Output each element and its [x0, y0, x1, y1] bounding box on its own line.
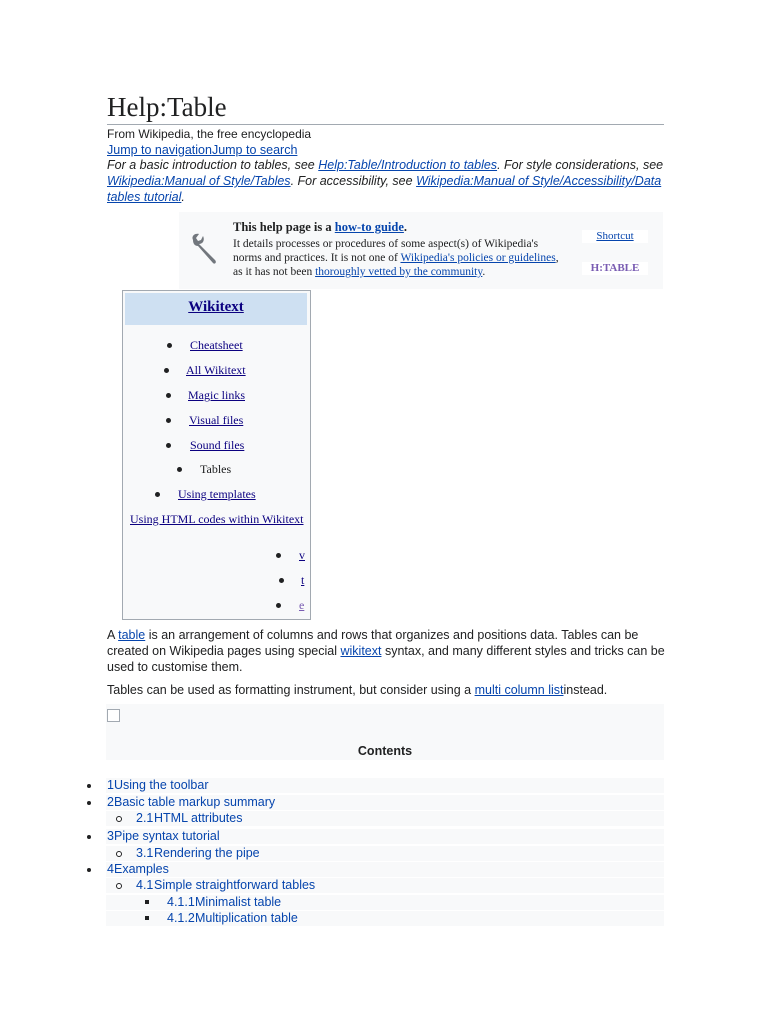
- toc-entry-text[interactable]: Using the toolbar: [114, 778, 209, 792]
- wikitext-link[interactable]: wikitext: [340, 644, 382, 658]
- hatnote-link-accessibility[interactable]: Wikipedia:Manual of Style/Accessibility/Data tables tutorial: [107, 174, 662, 204]
- bullet-icon: [276, 553, 281, 558]
- toc-entry-text[interactable]: Simple straightforward tables: [154, 878, 316, 892]
- bullet-icon: [167, 343, 172, 348]
- shortcut-value[interactable]: H:TABLE: [582, 262, 648, 275]
- jump-to-search-link[interactable]: Jump to search: [211, 143, 298, 157]
- navbox-title: [125, 293, 307, 325]
- navbox-item-cheatsheet[interactable]: Cheatsheet: [190, 338, 243, 352]
- bullet-icon: [166, 443, 171, 448]
- formatting-paragraph: [107, 682, 667, 698]
- toc-title: Contents: [357, 744, 413, 758]
- toc-entry-number: 4.1.1: [167, 895, 195, 909]
- hatnote-link-intro[interactable]: Help:Table/Introduction to tables: [318, 158, 498, 172]
- policies-guidelines-link[interactable]: Wikipedia's policies or guidelines: [400, 252, 556, 264]
- shortcut-link[interactable]: Shortcut: [582, 230, 648, 243]
- navbox-item-using-templates[interactable]: Using templates: [178, 487, 256, 501]
- page-title: Help:Table: [107, 91, 664, 125]
- bullet-icon: [116, 851, 122, 857]
- toc-toggle-checkbox[interactable]: [107, 709, 120, 722]
- toc-entry-text[interactable]: Basic table markup summary: [114, 795, 276, 809]
- toc-entry[interactable]: [106, 862, 664, 877]
- formatting-text: Tables can be used as formatting instrument, but consider using a: [107, 683, 475, 697]
- intro-text: syntax, and many different styles and tricks can be used to customise them.: [107, 644, 665, 674]
- bullet-icon: [116, 883, 122, 889]
- toc-entry[interactable]: [106, 911, 664, 926]
- navbox-item-magic-links[interactable]: Magic links: [188, 388, 245, 402]
- bullet-icon: [177, 467, 182, 472]
- toc-entry-number: 4: [107, 862, 114, 876]
- bullet-icon: [164, 368, 169, 373]
- jump-to-navigation-link[interactable]: Jump to navigation: [107, 143, 212, 157]
- toc-entry-text[interactable]: Multiplication table: [195, 911, 298, 925]
- multi-column-list-link[interactable]: multi column list: [474, 683, 564, 697]
- page-tagline: From Wikipedia, the free encyclopedia: [107, 127, 312, 141]
- toc-entry-text[interactable]: Minimalist table: [195, 895, 282, 909]
- table-link[interactable]: table: [118, 628, 146, 642]
- wrench-icon: [187, 232, 223, 268]
- jump-links: [107, 142, 297, 158]
- toc-entry-number: 3.1: [136, 846, 154, 860]
- toc-entry[interactable]: [106, 895, 664, 910]
- howto-body-text: , as it has not been: [233, 252, 559, 278]
- bullet-icon: [145, 916, 149, 920]
- bullet-icon: [87, 784, 91, 788]
- formatting-text: instead.: [563, 683, 608, 697]
- bullet-icon: [166, 418, 171, 423]
- navbox-title-link[interactable]: Wikitext: [188, 299, 244, 315]
- intro-paragraph: [107, 627, 667, 675]
- howto-lead-text: This help page is a: [233, 220, 335, 234]
- bullet-icon: [116, 816, 122, 822]
- vetted-by-community-link[interactable]: thoroughly vetted by the community: [315, 266, 483, 278]
- toc-entry-number: 4.1: [136, 878, 154, 892]
- bullet-icon: [145, 900, 149, 904]
- intro-text: A: [107, 628, 119, 642]
- bullet-icon: [279, 578, 284, 583]
- navbox-item-all-wikitext[interactable]: All Wikitext: [186, 363, 246, 377]
- toc-entry[interactable]: [106, 846, 664, 861]
- navbox-item-html-codes[interactable]: Using HTML codes within Wikitext: [130, 512, 304, 526]
- bullet-icon: [87, 868, 91, 872]
- navbox-view-link[interactable]: v: [299, 548, 305, 562]
- bullet-icon: [276, 603, 281, 608]
- howto-body-text: .: [482, 266, 486, 278]
- intro-text: is an arrangement of columns and rows that organizes and positions data. Tables can be created on Wikipedia pages using special: [107, 628, 639, 658]
- toc-entry-number: 1: [107, 778, 114, 792]
- hatnote-text: . For accessibility, see: [290, 174, 417, 188]
- toc-entry-text[interactable]: HTML attributes: [154, 811, 243, 825]
- toc-entry-number: 2: [107, 795, 114, 809]
- bullet-icon: [155, 492, 160, 497]
- toc-entry-text[interactable]: Rendering the pipe: [154, 846, 260, 860]
- howto-guide-heading: [233, 220, 563, 234]
- toc-entry-number: 4.1.2: [167, 911, 195, 925]
- hatnote-text: . For style considerations, see: [497, 158, 664, 172]
- toc-entry-text[interactable]: Examples: [114, 862, 169, 876]
- toc-entry[interactable]: [106, 829, 664, 844]
- toc-entry[interactable]: [106, 878, 664, 893]
- navbox-item-visual-files[interactable]: Visual files: [189, 413, 244, 427]
- navbox-item-tables-current: Tables: [200, 462, 232, 476]
- hatnote-text: .: [181, 190, 185, 204]
- howto-guide-link[interactable]: how-to guide: [334, 220, 404, 234]
- bullet-icon: [87, 801, 91, 805]
- howto-body-text: It details processes or procedures of some aspect(s) of Wikipedia's norms and practices. It is not one of: [233, 238, 539, 264]
- bullet-icon: [166, 393, 171, 398]
- hatnote: [107, 157, 667, 205]
- toc-entry-number: 3: [107, 829, 114, 843]
- howto-lead-end: .: [403, 220, 407, 234]
- bullet-icon: [87, 835, 91, 839]
- toc-entry-text[interactable]: Pipe syntax tutorial: [114, 829, 220, 843]
- toc-entry[interactable]: [106, 778, 664, 793]
- hatnote-link-mos-tables[interactable]: Wikipedia:Manual of Style/Tables: [107, 174, 291, 188]
- toc-entry[interactable]: [106, 795, 664, 810]
- toc-entry-number: 2.1: [136, 811, 154, 825]
- toc-entry[interactable]: [106, 811, 664, 826]
- hatnote-text: For a basic introduction to tables, see: [107, 158, 319, 172]
- navbox-edit-link[interactable]: e: [299, 598, 305, 612]
- navbox-talk-link[interactable]: t: [301, 573, 305, 587]
- howto-guide-text: [233, 220, 563, 279]
- navbox-item-sound-files[interactable]: Sound files: [190, 438, 245, 452]
